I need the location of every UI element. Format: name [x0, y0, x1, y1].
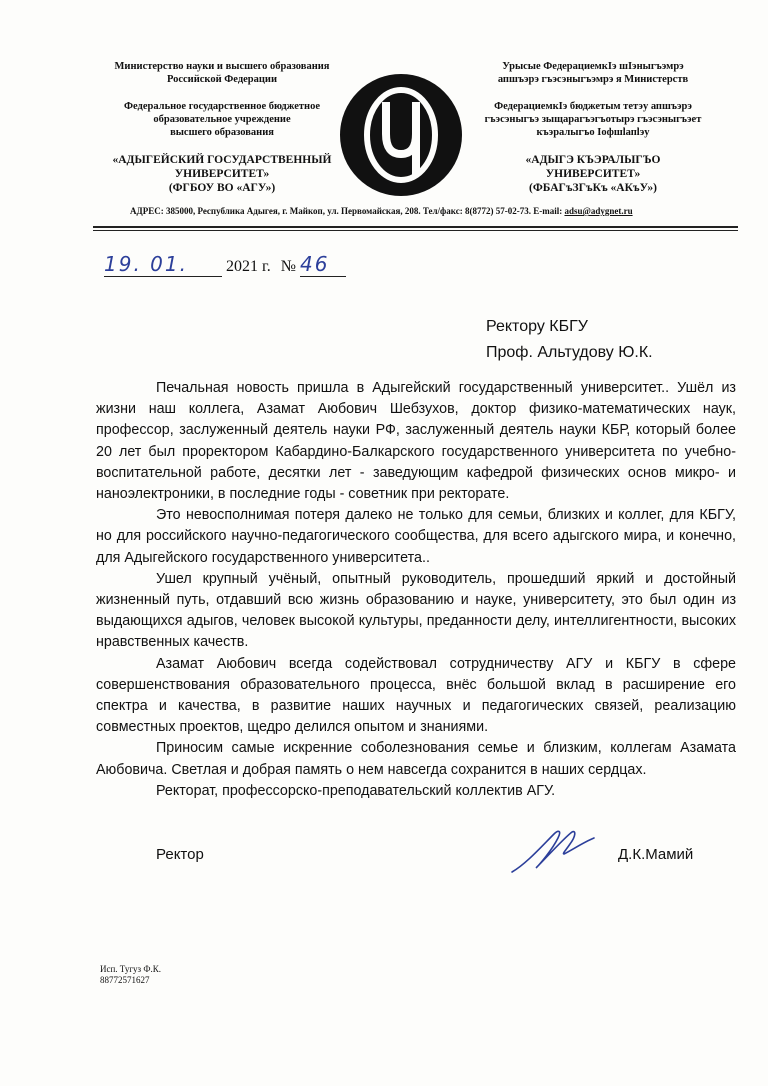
address-line [130, 206, 730, 216]
header-left [97, 60, 347, 195]
signatory-name: Д.К.Мамий [618, 846, 694, 863]
date-number-line [104, 252, 346, 276]
institution-line-2: образовательное учреждение [153, 114, 291, 125]
addressee [486, 314, 653, 366]
address-text: АДРЕС: 385000, Республика Адыгея, г. Майкоп, ул. Первомайская, 208. Тел/факс: 8(8772) 57-02-73. E-mail: [130, 206, 565, 216]
paragraph: Приносим самые искренние соболезнования семье и близким, коллегам Азамата Аюбовича. Светлая и добрая память о нем навсегда сохранится в наших сердцах. [96, 740, 736, 778]
header-divider-thin [93, 230, 738, 231]
institution-line-3: высшего образования [170, 127, 274, 138]
handwritten-date: 19. 01. [104, 252, 188, 276]
header-divider [93, 226, 738, 228]
header-right [468, 60, 718, 195]
paragraph: Это невосполнимая потеря далеко не только для семьи, близких и коллег, для КБГУ, но для российского научно-педагогического сообщества, для всего адыгского мира, и конечно, для Адыгейского государственного университета.. [96, 507, 736, 566]
date-field [104, 252, 222, 277]
ministry-line-2: Российской Федерации [166, 74, 278, 85]
institution-line-1: Федеральное государственное бюджетное [123, 101, 320, 112]
ministry-line-1: Урысые ФедерациемкӀэ шӀэныгъэмрэ [502, 61, 684, 72]
paragraph: Азамат Аюбович всегда содействовал сотрудничеству АГУ и КБГУ в сфере совершенствования образовательного процесса, внёс большой вклад в расширение его спектра и качества, в развитие наших научных и педагогических связей, реализацию совместных проектов, щедро делился опытом и знаниями. [96, 655, 736, 736]
email-link[interactable]: adsu@adygnet.ru [564, 206, 633, 216]
university-line-3: (ФГБОУ ВО «АГУ») [168, 182, 276, 194]
ministry-line-1: Министерство науки и высшего образования [114, 61, 330, 72]
executor-phone: 88772571627 [100, 975, 150, 985]
institution-line-1: ФедерациемкӀэ бюджетым тетэу апшъэрэ [494, 101, 692, 112]
number-field [300, 252, 346, 277]
university-line-1: «АДЫГЕЙСКИЙ ГОСУДАРСТВЕННЫЙ [112, 154, 332, 166]
ministry-line-2: апшъэрэ гъэсэныгъэмрэ я Министерств [497, 74, 689, 85]
university-line-1: «АДЫГЭ КЪЭРАЛЫГЪО [525, 154, 661, 166]
addressee-line-1: Ректору КБГУ [486, 318, 588, 335]
number-label: № [280, 258, 297, 275]
university-line-2: УНИВЕРСИТЕТ» [545, 168, 641, 180]
university-line-2: УНИВЕРСИТЕТ» [174, 168, 270, 180]
handwritten-signature-icon [506, 824, 598, 880]
signatory-title: Ректор [156, 846, 204, 863]
executor-name: Исп. Тугуз Ф.К. [100, 964, 161, 974]
handwritten-number: 46 [300, 252, 330, 276]
university-logo-icon [338, 72, 464, 198]
paragraph: Печальная новость пришла в Адыгейский государственный университет.. Ушёл из жизни наш коллега, Азамат Аюбович Шебзухов, доктор физико-математических наук, профессор, заслуженный деятель науки РФ, заслуженный деятель науки КБР, который более 20 лет был проректором Кабардино-Балкарского государственного университета по учебно-воспитательной работе, десятки лет - заведующим кафедрой физических основ микро- и наноэлектроники, в последние годы - советник при ректорате. [96, 380, 736, 503]
institution-line-3: къэралыгъо Іофшlапlэу [536, 127, 650, 138]
paragraph: Ушел крупный учёный, опытный руководитель, прошедший яркий и достойный жизненный путь, отдавший всю жизнь образованию и науке, университету, это был один из выдающихся адыгов, человек высокой культуры, преданности делу, интеллигентности, высоких нравственных качеств. [96, 570, 736, 651]
year-label: 2021 г. [226, 258, 271, 275]
institution-line-2: гъэсэныгъэ зыщарагъэгъотырэ гъэсэныгъэет [484, 114, 702, 125]
university-line-3: (ФБАГъЗГъКъ «АКъУ») [529, 182, 657, 194]
paragraph: Ректорат, профессорско-преподавательский коллектив АГУ. [156, 782, 556, 799]
letter-body [96, 378, 736, 802]
executor-info [100, 964, 161, 986]
addressee-line-2: Проф. Альтудову Ю.К. [486, 344, 653, 361]
